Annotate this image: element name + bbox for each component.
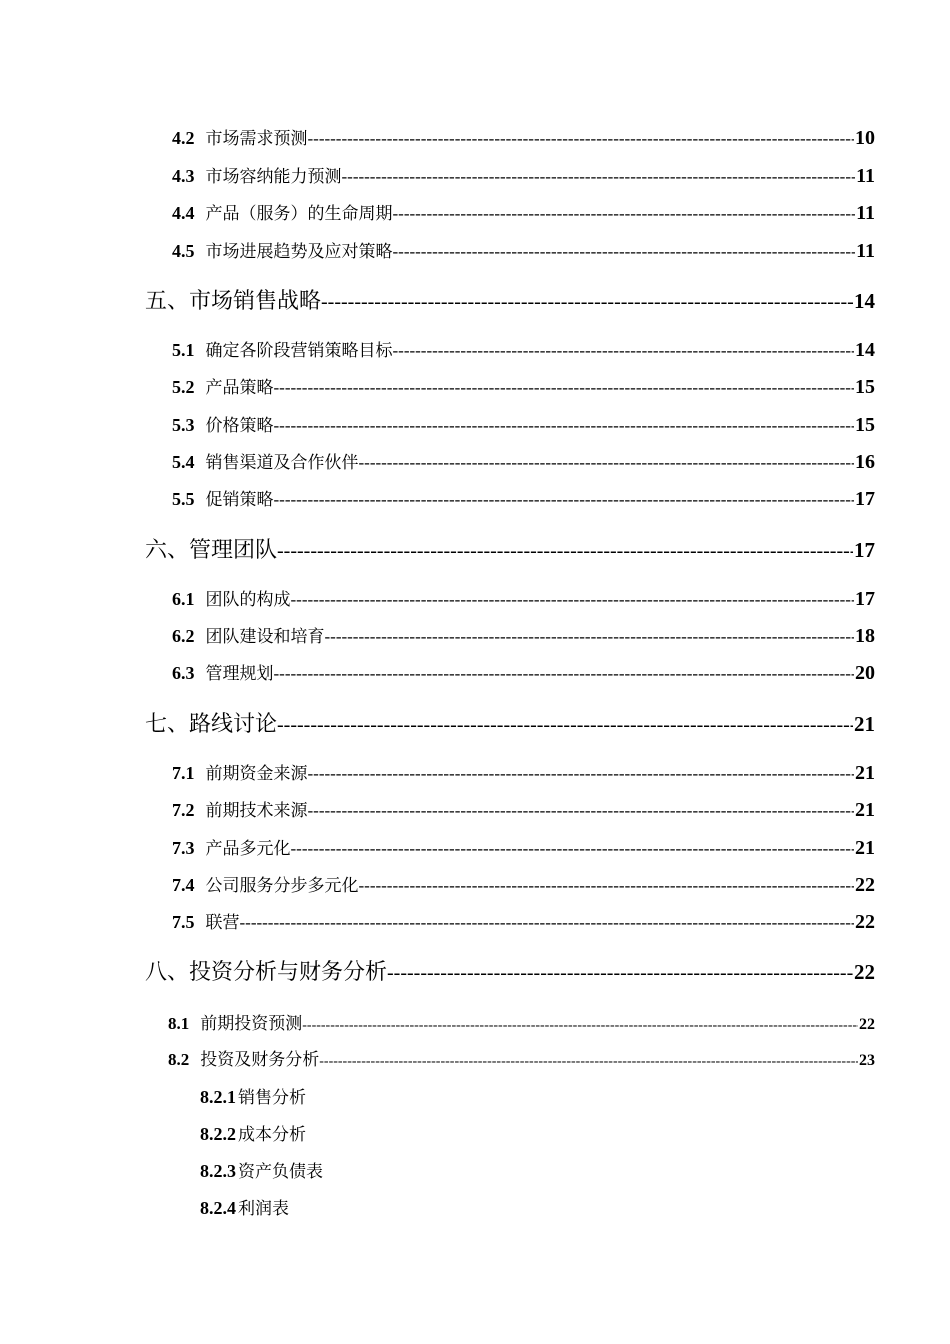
toc-entry-title: 团队建设和培育 (205, 627, 325, 646)
toc-leader (393, 341, 855, 360)
toc-entry-title: 团队的构成 (205, 590, 291, 609)
toc-entry-title: 管理规划 (205, 664, 274, 683)
toc-entry-4-2[interactable] (172, 124, 875, 148)
toc-entry-title: 利润表 (238, 1199, 289, 1219)
toc-entry-title: 成本分析 (238, 1125, 306, 1145)
toc-leader (387, 962, 853, 985)
toc-leader (277, 714, 853, 737)
toc-leader (308, 129, 855, 148)
toc-chapter-title: 七、路线讨论 (145, 712, 278, 737)
toc-page-number: 22 (859, 1016, 875, 1031)
toc-leader (342, 167, 856, 186)
toc-entry-title: 前期技术来源 (205, 801, 308, 820)
toc-entry-7-1[interactable] (172, 759, 875, 783)
toc-entry-5-3[interactable] (172, 411, 875, 435)
toc-leader (240, 913, 855, 932)
toc-leader (274, 490, 855, 509)
toc-entry-4-4[interactable] (172, 199, 875, 223)
toc-entry-title: 产品策略 (205, 378, 274, 397)
toc-entry-title: 市场容纳能力预测 (205, 167, 342, 186)
toc-chapter-title: 五、市场销售战略 (145, 289, 322, 314)
toc-entry-number: 6.2 (172, 626, 195, 646)
toc-entry-8-2-3[interactable] (200, 1157, 323, 1182)
toc-page-number: 23 (859, 1052, 875, 1067)
toc-entry-7-2[interactable] (172, 796, 875, 820)
toc-chapter-8[interactable] (145, 955, 875, 985)
toc-entry-8-1[interactable] (168, 1009, 875, 1031)
toc-entry-7-3[interactable] (172, 834, 875, 858)
toc-leader (321, 291, 853, 314)
toc-chapter-7[interactable] (145, 707, 875, 737)
toc-entry-title: 促销策略 (205, 490, 274, 509)
toc-entry-number: 8.2 (168, 1050, 190, 1067)
toc-page-number: 14 (854, 289, 875, 313)
toc-entry-5-1[interactable] (172, 336, 875, 360)
toc-leader (277, 540, 853, 563)
toc-page-number: 21 (855, 762, 875, 783)
toc-chapter-title: 八、投资分析与财务分析 (145, 960, 388, 985)
toc-entry-6-2[interactable] (172, 622, 875, 646)
toc-page-number: 22 (855, 874, 875, 895)
toc-entry-8-2[interactable] (168, 1045, 875, 1067)
toc-page-number: 22 (854, 960, 875, 984)
toc-entry-number: 4.3 (172, 166, 195, 186)
toc-entry-number: 8.2.3 (200, 1161, 236, 1181)
toc-page-number: 11 (856, 240, 875, 261)
toc-page-number: 21 (855, 837, 875, 858)
toc-page-number: 17 (855, 588, 875, 609)
toc-entry-title: 价格策略 (205, 416, 274, 435)
toc-leader (325, 627, 855, 646)
toc-page-number: 17 (854, 538, 875, 562)
toc-leader (291, 839, 855, 858)
toc-leader (359, 453, 855, 472)
toc-page-number: 15 (855, 376, 875, 397)
toc-entry-number: 7.4 (172, 875, 195, 895)
toc-leader (291, 590, 855, 609)
toc-entry-number: 7.5 (172, 912, 195, 932)
toc-entry-number: 5.2 (172, 377, 195, 397)
toc-entry-number: 5.1 (172, 340, 195, 360)
toc-entry-7-5[interactable] (172, 908, 875, 932)
toc-entry-title: 公司服务分步多元化 (205, 876, 359, 895)
toc-entry-title: 前期投资预测 (200, 1014, 303, 1031)
toc-leader (274, 416, 855, 435)
toc-entry-title: 市场需求预测 (205, 129, 308, 148)
toc-entry-8-2-4[interactable] (200, 1194, 289, 1219)
toc-chapter-6[interactable] (145, 533, 875, 563)
toc-entry-title: 前期资金来源 (205, 764, 308, 783)
toc-page-number: 17 (855, 488, 875, 509)
toc-page-number: 20 (855, 662, 875, 683)
toc-entry-title: 投资及财务分析 (200, 1050, 320, 1067)
toc-entry-number: 8.2.1 (200, 1087, 236, 1107)
toc-entry-number: 5.4 (172, 452, 195, 472)
toc-entry-number: 7.3 (172, 838, 195, 858)
toc-entry-title: 资产负债表 (238, 1162, 323, 1182)
toc-leader (308, 764, 855, 783)
toc-entry-7-4[interactable] (172, 871, 875, 895)
toc-entry-number: 7.2 (172, 800, 195, 820)
toc-entry-5-4[interactable] (172, 448, 875, 472)
toc-page-number: 14 (855, 339, 875, 360)
toc-entry-number: 5.5 (172, 489, 195, 509)
toc-entry-8-2-1[interactable] (200, 1083, 306, 1108)
toc-entry-number: 6.1 (172, 589, 195, 609)
toc-entry-title: 销售渠道及合作伙伴 (205, 453, 359, 472)
toc-entry-number: 8.1 (168, 1014, 190, 1031)
toc-entry-number: 8.2.4 (200, 1198, 236, 1218)
toc-entry-number: 8.2.2 (200, 1124, 236, 1144)
toc-leader (274, 664, 855, 683)
toc-page-number: 18 (855, 625, 875, 646)
toc-leader (308, 801, 855, 820)
toc-entry-6-3[interactable] (172, 659, 875, 683)
toc-leader (319, 1054, 858, 1067)
toc-entry-title: 市场进展趋势及应对策略 (205, 242, 393, 261)
toc-leader (359, 876, 855, 895)
toc-page-number: 22 (855, 911, 875, 932)
toc-entry-number: 4.4 (172, 203, 195, 223)
toc-leader (302, 1018, 858, 1031)
toc-entry-number: 7.1 (172, 763, 195, 783)
toc-page-number: 10 (855, 127, 875, 148)
toc-entry-4-3[interactable] (172, 162, 875, 186)
toc-entry-number: 5.3 (172, 415, 195, 435)
toc-entry-8-2-2[interactable] (200, 1120, 306, 1145)
toc-entry-number: 6.3 (172, 663, 195, 683)
toc-entry-6-1[interactable] (172, 585, 875, 609)
toc-page-number: 21 (854, 712, 875, 736)
toc-entry-5-2[interactable] (172, 373, 875, 397)
toc-page-number: 21 (855, 799, 875, 820)
toc-page-number: 16 (855, 451, 875, 472)
toc-leader (274, 378, 855, 397)
toc-page-number: 11 (856, 165, 875, 186)
toc-entry-title: 销售分析 (238, 1088, 306, 1108)
toc-leader (393, 242, 856, 261)
toc-page-number: 11 (856, 202, 875, 223)
toc-entry-5-5[interactable] (172, 485, 875, 509)
toc-leader (393, 204, 856, 223)
toc-chapter-title: 六、管理团队 (145, 538, 278, 563)
toc-entry-number: 4.2 (172, 128, 195, 148)
toc-page-number: 15 (855, 414, 875, 435)
toc-entry-number: 4.5 (172, 241, 195, 261)
toc-entry-4-5[interactable] (172, 237, 875, 261)
toc-entry-title: 产品（服务）的生命周期 (205, 204, 393, 223)
toc-entry-title: 确定各阶段营销策略目标 (205, 341, 393, 360)
toc-entry-title: 产品多元化 (205, 839, 291, 858)
toc-entry-title: 联营 (205, 913, 240, 932)
toc-chapter-5[interactable] (145, 284, 875, 314)
